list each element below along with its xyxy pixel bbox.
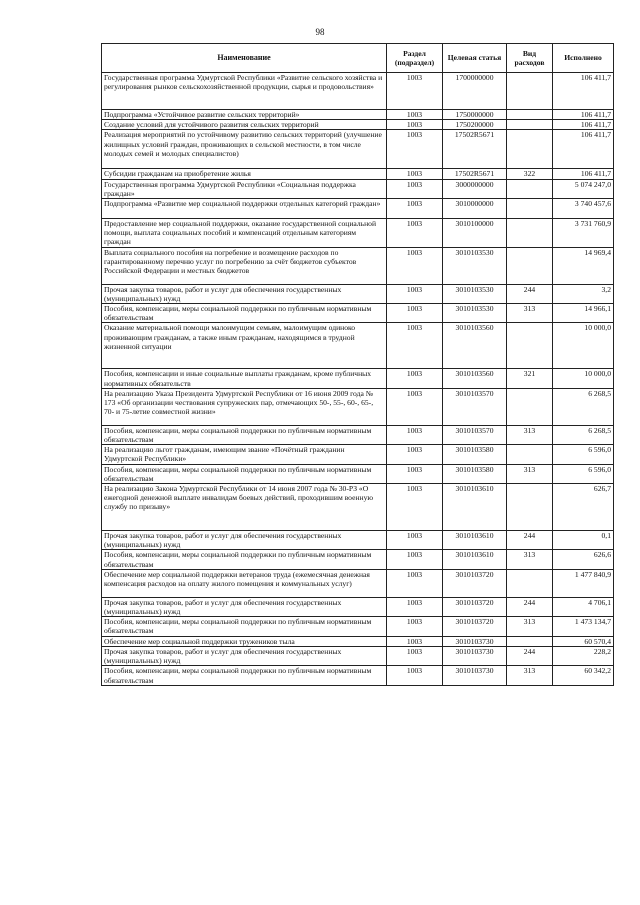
cell-name: Подпрограмма «Развитие мер социальной поддержки отдельных категорий граждан» bbox=[102, 199, 387, 219]
cell-name: Обеспечение мер социальной поддержки тружеников тыла bbox=[102, 636, 387, 646]
cell-type: 244 bbox=[507, 646, 553, 665]
cell-type bbox=[507, 569, 553, 597]
cell-section: 1003 bbox=[387, 666, 443, 685]
cell-amount: 60 570,4 bbox=[553, 636, 614, 646]
cell-amount: 6 596,0 bbox=[553, 464, 614, 483]
cell-article: 3010103730 bbox=[443, 646, 507, 665]
cell-section: 1003 bbox=[387, 425, 443, 444]
cell-type bbox=[507, 388, 553, 425]
column-header-name: Наименование bbox=[102, 44, 387, 73]
cell-name: Прочая закупка товаров, работ и услуг для обеспечения государственных (муниципальных) нужд bbox=[102, 284, 387, 303]
column-header-article: Целевая статья bbox=[443, 44, 507, 73]
cell-article: 3010000000 bbox=[443, 199, 507, 219]
cell-amount: 6 596,0 bbox=[553, 445, 614, 464]
cell-name: На реализацию Указа Президента Удмуртской Республики от 16 июня 2009 года № 173 «Об организации чествования супружеских пар, отмечающих 50-, 55-, 60-, 65-, 70- и 75-летие совместной жизни» bbox=[102, 388, 387, 425]
cell-name: Пособия, компенсации, меры социальной поддержки по публичным нормативным обязательствам bbox=[102, 425, 387, 444]
cell-amount: 106 411,7 bbox=[553, 130, 614, 169]
cell-section: 1003 bbox=[387, 110, 443, 120]
table-row bbox=[102, 569, 614, 597]
cell-article: 3010103730 bbox=[443, 666, 507, 685]
cell-type bbox=[507, 110, 553, 120]
table-row bbox=[102, 388, 614, 425]
table-header-row bbox=[102, 44, 614, 73]
cell-name: Реализация мероприятий по устойчивому развитию сельских территорий (улучшение жилищных условий граждан, проживающих в сельской местности, в том числе молодых семей и молодых специалистов) bbox=[102, 130, 387, 169]
cell-article: 1700000000 bbox=[443, 73, 507, 110]
cell-section: 1003 bbox=[387, 169, 443, 179]
cell-name: Подпрограмма «Устойчивое развитие сельских территорий» bbox=[102, 110, 387, 120]
cell-section: 1003 bbox=[387, 247, 443, 284]
cell-article: 3010103610 bbox=[443, 484, 507, 531]
column-header-amount: Исполнено bbox=[553, 44, 614, 73]
table-row bbox=[102, 597, 614, 616]
column-header-type: Вид расходов bbox=[507, 44, 553, 73]
cell-name: Пособия, компенсации и иные социальные выплаты гражданам, кроме публичных нормативных обязательств bbox=[102, 369, 387, 388]
cell-amount: 106 411,7 bbox=[553, 120, 614, 130]
cell-article: 1750000000 bbox=[443, 110, 507, 120]
cell-article: 3010103730 bbox=[443, 636, 507, 646]
cell-article: 17502R5671 bbox=[443, 130, 507, 169]
cell-article: 3010103570 bbox=[443, 388, 507, 425]
cell-article: 3000000000 bbox=[443, 179, 507, 198]
table-row bbox=[102, 284, 614, 303]
cell-article: 3010103530 bbox=[443, 284, 507, 303]
column-header-section: Раздел (подраздел) bbox=[387, 44, 443, 73]
cell-type bbox=[507, 636, 553, 646]
table-row bbox=[102, 73, 614, 110]
table-row bbox=[102, 179, 614, 198]
cell-amount: 106 411,7 bbox=[553, 110, 614, 120]
table-row bbox=[102, 304, 614, 323]
cell-amount: 626,6 bbox=[553, 550, 614, 569]
cell-type: 313 bbox=[507, 425, 553, 444]
cell-amount: 10 000,0 bbox=[553, 323, 614, 369]
table-row bbox=[102, 464, 614, 483]
table-row bbox=[102, 169, 614, 179]
cell-name: Пособия, компенсации, меры социальной поддержки по публичным нормативным обязательствам bbox=[102, 304, 387, 323]
cell-type: 313 bbox=[507, 304, 553, 323]
cell-name: Пособия, компенсации, меры социальной поддержки по публичным нормативным обязательствам bbox=[102, 666, 387, 685]
cell-section: 1003 bbox=[387, 304, 443, 323]
cell-section: 1003 bbox=[387, 323, 443, 369]
cell-section: 1003 bbox=[387, 636, 443, 646]
cell-article: 3010103560 bbox=[443, 323, 507, 369]
cell-amount: 14 966,1 bbox=[553, 304, 614, 323]
cell-type bbox=[507, 484, 553, 531]
table-row bbox=[102, 219, 614, 248]
cell-type: 322 bbox=[507, 169, 553, 179]
cell-type bbox=[507, 247, 553, 284]
cell-name: Субсидии гражданам на приобретение жилья bbox=[102, 169, 387, 179]
table-row bbox=[102, 425, 614, 444]
cell-article: 3010103580 bbox=[443, 464, 507, 483]
cell-article: 3010103560 bbox=[443, 369, 507, 388]
cell-article: 3010103580 bbox=[443, 445, 507, 464]
cell-type bbox=[507, 323, 553, 369]
cell-type bbox=[507, 179, 553, 198]
cell-type: 313 bbox=[507, 550, 553, 569]
cell-name: Пособия, компенсации, меры социальной поддержки по публичным нормативным обязательствам bbox=[102, 550, 387, 569]
cell-article: 3010103530 bbox=[443, 247, 507, 284]
cell-section: 1003 bbox=[387, 531, 443, 550]
table-row bbox=[102, 617, 614, 636]
table-row bbox=[102, 484, 614, 531]
cell-section: 1003 bbox=[387, 484, 443, 531]
cell-amount: 60 342,2 bbox=[553, 666, 614, 685]
cell-name: На реализацию Закона Удмуртской Республики от 14 июня 2007 года № 30-РЗ «О ежегодной денежной выплате инвалидам боевых действий, проходившим военную службу по призыву» bbox=[102, 484, 387, 531]
cell-type: 244 bbox=[507, 284, 553, 303]
cell-amount: 1 477 840,9 bbox=[553, 569, 614, 597]
cell-section: 1003 bbox=[387, 569, 443, 597]
cell-type bbox=[507, 73, 553, 110]
cell-article: 3010103610 bbox=[443, 531, 507, 550]
cell-amount: 6 268,5 bbox=[553, 425, 614, 444]
table-row bbox=[102, 130, 614, 169]
cell-name: Создание условий для устойчивого развития сельских территорий bbox=[102, 120, 387, 130]
cell-type: 244 bbox=[507, 531, 553, 550]
cell-name: Оказание материальной помощи малоимущим семьям, малоимущим одиноко проживающим гражданам, а также иным гражданам, находящимся в трудной жизненной ситуации bbox=[102, 323, 387, 369]
table-row bbox=[102, 199, 614, 219]
cell-section: 1003 bbox=[387, 73, 443, 110]
table-row bbox=[102, 445, 614, 464]
cell-name: Обеспечение мер социальной поддержки ветеранов труда (ежемесячная денежная компенсация расходов на оплату жилого помещения и коммунальных услуг) bbox=[102, 569, 387, 597]
cell-amount: 106 411,7 bbox=[553, 169, 614, 179]
cell-amount: 0,1 bbox=[553, 531, 614, 550]
table-row bbox=[102, 531, 614, 550]
cell-name: Прочая закупка товаров, работ и услуг для обеспечения государственных (муниципальных) нужд bbox=[102, 597, 387, 616]
table-body bbox=[102, 73, 614, 686]
cell-amount: 3 731 760,9 bbox=[553, 219, 614, 248]
cell-type: 313 bbox=[507, 666, 553, 685]
cell-section: 1003 bbox=[387, 445, 443, 464]
cell-name: На реализацию льгот гражданам, имеющим звание «Почётный гражданин Удмуртской Республики» bbox=[102, 445, 387, 464]
cell-amount: 14 969,4 bbox=[553, 247, 614, 284]
cell-amount: 3,2 bbox=[553, 284, 614, 303]
table-row bbox=[102, 247, 614, 284]
cell-article: 3010103720 bbox=[443, 569, 507, 597]
cell-type: 313 bbox=[507, 617, 553, 636]
cell-amount: 10 000,0 bbox=[553, 369, 614, 388]
cell-article: 17502R5671 bbox=[443, 169, 507, 179]
cell-amount: 5 074 247,0 bbox=[553, 179, 614, 198]
table-row bbox=[102, 369, 614, 388]
cell-article: 3010103530 bbox=[443, 304, 507, 323]
cell-article: 3010103570 bbox=[443, 425, 507, 444]
cell-amount: 4 706,1 bbox=[553, 597, 614, 616]
cell-section: 1003 bbox=[387, 646, 443, 665]
cell-name: Предоставление мер социальной поддержки, оказание государственной социальной помощи, выплата социальных пособий и компенсаций отдельным категориям граждан bbox=[102, 219, 387, 248]
cell-section: 1003 bbox=[387, 130, 443, 169]
cell-section: 1003 bbox=[387, 550, 443, 569]
cell-name: Выплата социального пособия на погребение и возмещение расходов по гарантированному перечню услуг по погребению за счёт бюджетов субъектов Российской Федерации и местных бюджетов bbox=[102, 247, 387, 284]
cell-article: 3010103720 bbox=[443, 597, 507, 616]
cell-amount: 3 740 457,6 bbox=[553, 199, 614, 219]
table-row bbox=[102, 110, 614, 120]
cell-type bbox=[507, 120, 553, 130]
cell-name: Прочая закупка товаров, работ и услуг для обеспечения государственных (муниципальных) нужд bbox=[102, 646, 387, 665]
cell-section: 1003 bbox=[387, 120, 443, 130]
cell-section: 1003 bbox=[387, 464, 443, 483]
cell-name: Прочая закупка товаров, работ и услуг для обеспечения государственных (муниципальных) нужд bbox=[102, 531, 387, 550]
cell-section: 1003 bbox=[387, 369, 443, 388]
cell-section: 1003 bbox=[387, 179, 443, 198]
cell-name: Пособия, компенсации, меры социальной поддержки по публичным нормативным обязательствам bbox=[102, 464, 387, 483]
cell-article: 1750200000 bbox=[443, 120, 507, 130]
table-row bbox=[102, 646, 614, 665]
cell-section: 1003 bbox=[387, 284, 443, 303]
cell-section: 1003 bbox=[387, 617, 443, 636]
cell-name: Государственная программа Удмуртской Республики «Развитие сельского хозяйства и регулирования рынков сельскохозяйственной продукции, сырья и продовольствия» bbox=[102, 73, 387, 110]
table-row bbox=[102, 636, 614, 646]
cell-section: 1003 bbox=[387, 388, 443, 425]
cell-section: 1003 bbox=[387, 597, 443, 616]
cell-amount: 106 411,7 bbox=[553, 73, 614, 110]
cell-name: Пособия, компенсации, меры социальной поддержки по публичным нормативным обязательствам bbox=[102, 617, 387, 636]
cell-section: 1003 bbox=[387, 199, 443, 219]
cell-amount: 6 268,5 bbox=[553, 388, 614, 425]
table-row bbox=[102, 120, 614, 130]
cell-type bbox=[507, 445, 553, 464]
cell-type: 244 bbox=[507, 597, 553, 616]
cell-section: 1003 bbox=[387, 219, 443, 248]
cell-type bbox=[507, 219, 553, 248]
budget-table bbox=[101, 43, 614, 686]
cell-article: 3010103720 bbox=[443, 617, 507, 636]
cell-type: 321 bbox=[507, 369, 553, 388]
table-row bbox=[102, 550, 614, 569]
cell-type: 313 bbox=[507, 464, 553, 483]
cell-type bbox=[507, 199, 553, 219]
cell-name: Государственная программа Удмуртской Республики «Социальная поддержка граждан» bbox=[102, 179, 387, 198]
table-row bbox=[102, 323, 614, 369]
cell-article: 3010103610 bbox=[443, 550, 507, 569]
cell-type bbox=[507, 130, 553, 169]
table-row bbox=[102, 666, 614, 685]
cell-article: 3010100000 bbox=[443, 219, 507, 248]
cell-amount: 626,7 bbox=[553, 484, 614, 531]
cell-amount: 228,2 bbox=[553, 646, 614, 665]
cell-amount: 1 473 134,7 bbox=[553, 617, 614, 636]
page-number: 98 bbox=[315, 27, 325, 37]
